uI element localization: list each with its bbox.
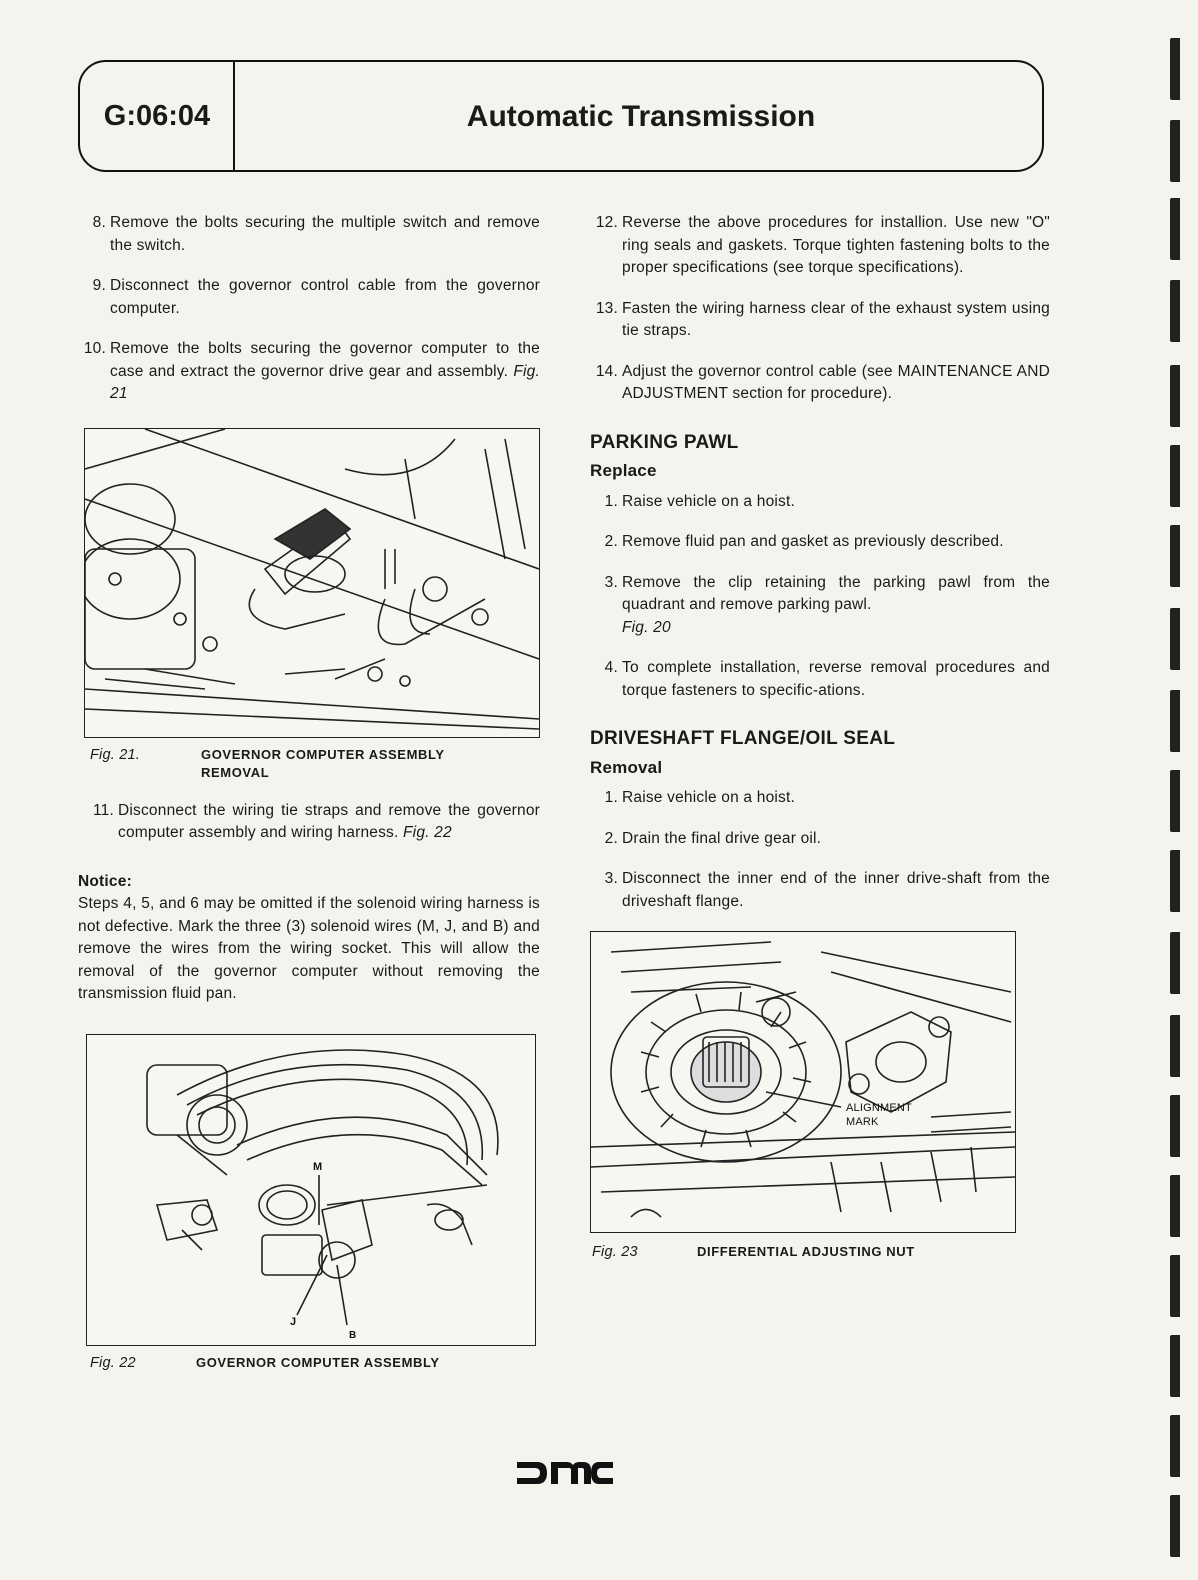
figure-22-caption: Fig. 22 GOVERNOR COMPUTER ASSEMBLY <box>90 1354 440 1371</box>
label-mark: MARK <box>846 1116 879 1128</box>
label-alignment: ALIGNMENT <box>846 1102 912 1114</box>
step-10: 10. Remove the bolts securing the governor computer to the case and extract the governor drive gear and assembly. Fig. 21 <box>83 340 540 402</box>
binding-tabs <box>1164 30 1180 1560</box>
figure-reference: Fig. 22 <box>403 824 452 841</box>
notice-body: Steps 4, 5, and 6 may be omitted if the solenoid wiring harness is not defective. Mark the three (3) solenoid wires (M, J, and B) and remove the wires from the wiring socket. This will allow the removal of the governor computer without removing the transmission fluid pan. <box>78 895 540 1002</box>
left-column <box>78 212 540 1376</box>
driveshaft-step-2: 2. Drain the final drive gear oil. <box>604 829 822 847</box>
driveshaft-step-1: 1. Raise vehicle on a hoist. <box>604 789 796 806</box>
header-divider <box>233 62 235 170</box>
step-14: 14. Adjust the governor control cable (see MAINTENANCE AND ADJUSTMENT section for procedure). <box>595 362 1050 402</box>
label-j: J <box>290 1315 297 1328</box>
notice-heading: Notice: <box>78 872 132 890</box>
figure-23-image <box>590 931 1016 1233</box>
step-12: 12. Reverse the above procedures for installion. Use new "O" ring seals and gaskets. Torque tighten fastening bolts to the proper specifications (see torque specifications). <box>595 214 1050 276</box>
figure-reference: Fig. 20 <box>622 618 671 636</box>
section-code: G:06:04 <box>103 100 211 132</box>
label-b: B <box>349 1329 357 1341</box>
figure-21-caption: Fig. 21. GOVERNOR COMPUTER ASSEMBLY REMOVAL <box>90 746 445 780</box>
section-heading-parking-pawl: PARKING PAWL <box>590 431 739 453</box>
governor-computer-drawing <box>87 1035 535 1345</box>
subheading-removal: Removal <box>590 757 663 777</box>
label-m: M <box>313 1160 323 1173</box>
figure-21-image <box>84 428 540 738</box>
subheading-replace: Replace <box>590 461 657 480</box>
parking-step-3: 3. Remove the clip retaining the parking pawl from the quadrant and remove parking pawl. Fig. 20 <box>604 573 1050 636</box>
figure-23-caption: Fig. 23 DIFFERENTIAL ADJUSTING NUT <box>592 1244 915 1260</box>
dmc-logo <box>515 1458 615 1488</box>
step-9: 9. Disconnect the governor control cable from the governor computer. <box>92 277 540 317</box>
governor-assembly-drawing <box>85 429 539 737</box>
parking-step-1: 1. Raise vehicle on a hoist. <box>604 492 796 510</box>
right-column <box>590 212 1050 1265</box>
parking-step-4: 4. To complete installation, reverse removal procedures and torque fasteners to specific-ations. <box>604 659 1050 699</box>
page-title: Automatic Transmission <box>466 100 816 133</box>
step-8: 8. Remove the bolts securing the multiple switch and remove the switch. <box>92 214 540 254</box>
figure-reference: Fig. 21 <box>110 362 540 402</box>
step-11: 11. Disconnect the wiring tie straps and remove the governor computer assembly and wiring harness. Fig. 22 <box>93 801 540 841</box>
figure-22-image <box>86 1034 536 1346</box>
driveshaft-step-3: 3. Disconnect the inner end of the inner drive-shaft from the driveshaft flange. <box>604 870 1050 910</box>
section-heading-driveshaft: DRIVESHAFT FLANGE/OIL SEAL <box>590 728 896 749</box>
page-header <box>78 60 1044 172</box>
parking-step-2: 2. Remove fluid pan and gasket as previously described. <box>604 533 1004 550</box>
differential-nut-drawing <box>591 932 1015 1232</box>
step-13: 13. Fasten the wiring harness clear of the exhaust system using tie straps. <box>595 299 1050 339</box>
